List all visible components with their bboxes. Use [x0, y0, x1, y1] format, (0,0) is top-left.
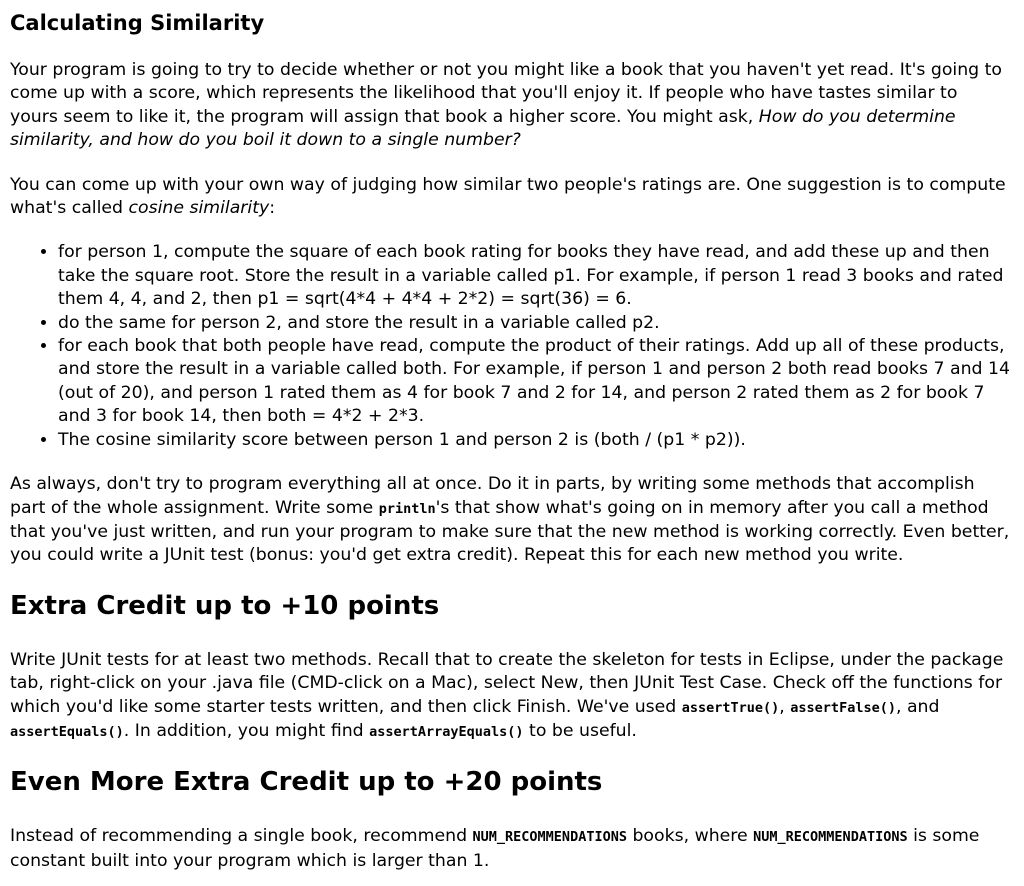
steps-list	[10, 241, 1010, 452]
advice-paragraph	[10, 473, 1010, 568]
assert-array-equals-code: assertArrayEquals()	[369, 723, 524, 740]
junit-text-c: , and	[895, 696, 940, 717]
heading-even-more-extra-credit: Even More Extra Credit up to +20 points	[10, 767, 603, 798]
assert-false-code: assertFalse()	[790, 699, 896, 716]
intro-text: Your program is going to try to decide whether or not you might like a book that you haven't yet read. It's going to come up with a score, which represents the likelihood that you'll enjoy it. If people who have tastes similar to yours seem to like it, the program will assign that book a higher score. You might ask,	[10, 60, 1002, 127]
cosine-term: cosine similarity	[128, 198, 270, 219]
heading-calculating-similarity: Calculating Similarity	[10, 11, 265, 35]
list-item: • do the same for person 2, and store the result in a variable called p2.	[58, 312, 1010, 335]
intro-paragraph	[10, 59, 1010, 153]
intro-question: How do you determine similarity, and how do you boil it down to a single number?	[10, 106, 956, 151]
advice-text-a: As always, don't try to program everything all at once. Do it in parts, by writing some methods that accomplish part of the whole assignment. Write some	[10, 474, 975, 518]
cosine-colon: :	[269, 198, 276, 219]
cosine-text: You can come up with your own way of judging how similar two people's ratings are. One suggestion is to compute what's called	[10, 174, 1006, 219]
junit-text-e: to be useful.	[523, 720, 637, 741]
assert-true-code: assertTrue()	[681, 699, 780, 716]
num-recommendations-code-2: NUM_RECOMMENDATIONS	[753, 829, 908, 846]
junit-paragraph	[10, 649, 1010, 745]
junit-text-d: . In addition, you might find	[123, 720, 370, 741]
num-recommendations-code: NUM_RECOMMENDATIONS	[472, 829, 627, 846]
heading-extra-credit: Extra Credit up to +10 points	[10, 590, 440, 621]
cosine-paragraph	[10, 174, 1010, 221]
recommendations-paragraph	[10, 825, 1010, 873]
recommendations-text-c: is some constant built into your program which is larger than 1.	[10, 826, 980, 871]
list-item: • The cosine similarity score between person 1 and person 2 is (both / (p1 * p2)).	[58, 429, 1010, 452]
list-item: • for person 1, compute the square of each book rating for books they have read, and add these up and then take the square root. Store the result in a variable called p1. For example, if person 1 read 3 books and rated them 4, 4, and 2, then p1 = sqrt(4*4 + 4*4 + 2*2) = sqrt(36) = 6.	[58, 241, 1010, 311]
recommendations-text-a: Instead of recommending a single book, recommend	[10, 826, 473, 847]
advice-text-b: 's that show what's going on in memory after you call a method that you've just written, and run your program to make sure that the new method is working correctly. Even better, you could write a JUnit test (bonus: you'd get extra credit). Repeat this for each new method you write.	[10, 497, 1010, 566]
junit-text-b: ,	[779, 696, 791, 717]
recommendations-text-b: books, where	[626, 826, 754, 847]
assert-equals-code: assertEquals()	[10, 723, 124, 740]
println-code: println	[378, 500, 436, 517]
junit-text-a: Write JUnit tests for at least two methods. Recall that to create the skeleton for tests in Eclipse, under the package tab, right-click on your .java file (CMD-click on a Mac), select New, then JUnit Test Case. Check off the functions for which you'd like some starter tests written, and then click Finish. We've used	[10, 649, 1004, 717]
list-item: • for each book that both people have read, compute the product of their ratings. Add up all of these products, and store the result in a variable called both. For example, if person 1 and person 2 both read books 7 and 14 (out of 20), and person 1 rated them as 4 for book 7 and 2 for 14, and person 2 rated them as 2 for book 7 and 3 for book 14, then both = 4*2 + 2*3.	[58, 335, 1010, 429]
